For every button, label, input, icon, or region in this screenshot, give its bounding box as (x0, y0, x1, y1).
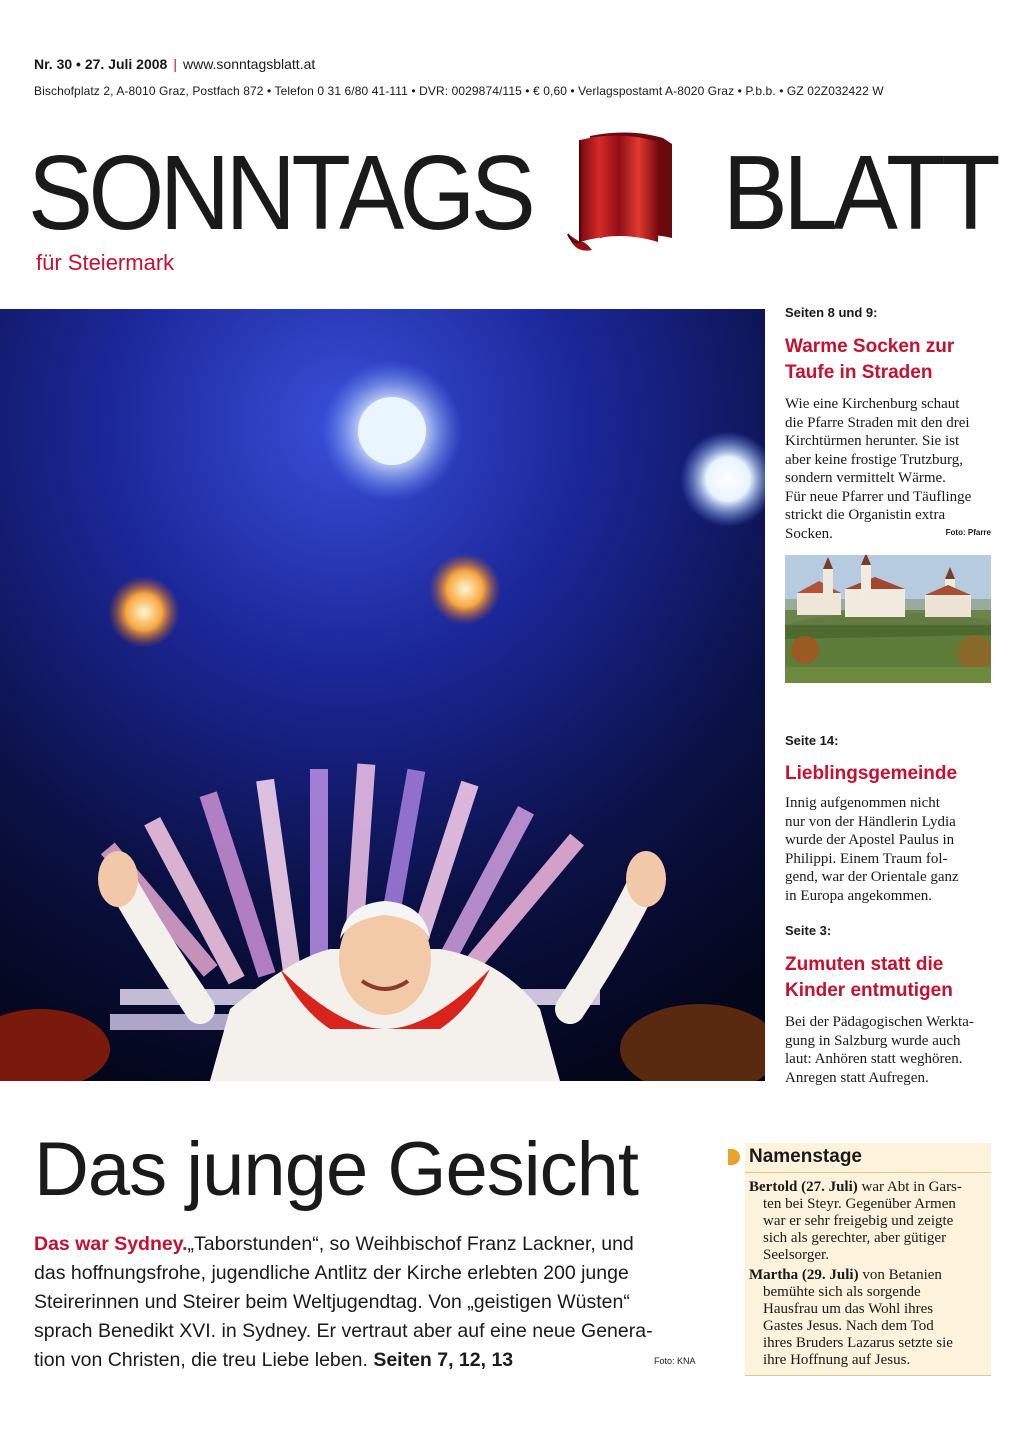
namenstage-text: war Abt in Gars- (857, 1179, 962, 1195)
namenstage-name: Martha (29. Juli) (749, 1267, 859, 1283)
teaser-2-text-line: gend, war der Orientale ganz (785, 869, 959, 885)
namenstage-text-line: war er sehr freigebig und zeigte (763, 1213, 954, 1229)
issue-line (34, 56, 315, 72)
teaser-2-text-line: Innig aufgenommen nicht (785, 795, 940, 811)
teaser-3-text-line: Bei der Pädagogischen Werkta- (785, 1014, 974, 1030)
cover-photo-pope (0, 309, 765, 1081)
teaser-2-text-line: nur von der Händlerin Lydia (785, 813, 956, 830)
namenstage-text-line: Hausfrau um das Wohl ihres (763, 1301, 934, 1317)
namenstage-text-line: Gastes Jesus. Nach dem Tod (763, 1318, 934, 1334)
namenstage-bullet-icon (728, 1149, 740, 1165)
teaser-3-text-line: Anregen statt Aufregen. (785, 1069, 929, 1086)
teaser-1-text-line: strickt die Organistin extra (785, 507, 946, 523)
namenstage-entry (749, 1179, 985, 1264)
teaser-1-photo-credit: Foto: Pfarre (945, 528, 991, 537)
teaser-1-text-line: Socken. (785, 525, 833, 542)
namenstage-entry (749, 1267, 985, 1369)
namenstage-title: Namenstage (749, 1146, 862, 1167)
lead-paragraph (34, 1230, 694, 1375)
teaser-1-title[interactable] (785, 334, 954, 386)
teaser-1-text-line: die Pfarre Straden mit den drei (785, 414, 970, 431)
teaser-2-title[interactable] (785, 761, 957, 787)
lead-line: das hoffnungsfrohe, jugendliche Antlitz der Kirche erlebten 200 junge (34, 1262, 629, 1284)
teaser-3-page-ref: Seite 3: (785, 923, 832, 938)
teaser-3-text (785, 1013, 993, 1087)
straden-church-photo (785, 555, 991, 683)
lead-line: tion von Christen, die treu Liebe leben. (34, 1349, 368, 1371)
header-separator: | (173, 56, 177, 72)
teaser-1-page-ref: Seiten 8 und 9: (785, 305, 878, 320)
lead-page-refs[interactable]: Seiten 7, 12, 13 (373, 1349, 514, 1371)
teaser-1-text-line: aber keine frostige Trutzburg, (785, 451, 964, 468)
teaser-3-title-line: Kinder entmutigen (785, 980, 953, 1001)
main-headline: Das junge Gesicht (34, 1127, 638, 1212)
issue-number-date: Nr. 30 • 27. Juli 2008 (34, 56, 168, 72)
red-book-banner-icon (548, 130, 698, 260)
teaser-3-text-line: laut: Anhören statt weghören. (785, 1051, 963, 1067)
lead-line: „Taborstunden“, so Weihbischof Franz Lackner, und (187, 1233, 634, 1255)
namenstage-name: Bertold (27. Juli) (749, 1179, 858, 1195)
teaser-2-title-line: Lieblingsgemeinde (785, 763, 958, 784)
teaser-1-title-line: Taufe in Straden (785, 362, 933, 383)
main-photo-credit: Foto: KNA (654, 1356, 696, 1366)
masthead-subtitle: für Steiermark (36, 250, 175, 275)
namenstage-text-line: bemühte sich als sorgende (763, 1284, 921, 1300)
teaser-2-text-line: wurde der Apostel Paulus in (785, 832, 955, 848)
masthead-left-word: SONNTAGS (28, 134, 532, 252)
namenstage-text-line: ihre Hoffnung auf Jesus. (763, 1352, 911, 1368)
namenstage-text: von Betanien (858, 1267, 942, 1283)
teaser-1-text-line: Für neue Pfarrer und Täuflinge (785, 488, 972, 505)
teaser-1-text-line: sondern vermittelt Wärme. (785, 470, 946, 486)
teaser-1-title-line: Warme Socken zur (785, 336, 955, 357)
teaser-2-text-line: in Europa angekommen. (785, 887, 933, 904)
teaser-2-text-line: Philippi. Einem Traum fol- (785, 850, 948, 867)
teaser-2-text (785, 794, 993, 905)
lead-line: sprach Benedikt XVI. in Sydney. Er vertraut aber auf eine neue Genera- (34, 1320, 653, 1342)
namenstage-divider (745, 1172, 991, 1173)
teaser-2-page-ref: Seite 14: (785, 733, 839, 748)
teaser-1-text-line: Wie eine Kirchenburg schaut (785, 396, 960, 412)
teaser-1-text-line: Kirchtürmen herunter. Sie ist (785, 433, 960, 449)
namenstage-text-line: sich als gerechter, aber gütiger (763, 1230, 947, 1246)
teaser-3-text-line: gung in Salzburg wurde auch (785, 1032, 961, 1049)
namenstage-box (745, 1143, 991, 1376)
namenstage-text-line: ten bei Steyr. Gegenüber Armen (763, 1196, 956, 1212)
namenstage-text-line: Seelsorger. (763, 1247, 829, 1263)
lead-line: Steirerinnen und Steirer beim Weltjugendtag. Von „geistigen Wüsten“ (34, 1291, 630, 1313)
publisher-address: Bischofplatz 2, A-8010 Graz, Postfach 872 • Telefon 0 31 6/80 41-111 • DVR: 0029874/115 • € 0,60 • Verlagspostamt A-8020 Graz • P.b.b. • GZ 02Z032422 W (34, 84, 884, 98)
lead-kicker: Das war Sydney. (34, 1233, 188, 1255)
teaser-1-text (785, 395, 993, 543)
masthead-right-word: BLATT (722, 134, 996, 252)
teaser-3-title-line: Zumuten statt die (785, 954, 944, 975)
website-link[interactable]: www.sonntagsblatt.at (182, 56, 316, 72)
masthead (28, 134, 998, 275)
namenstage-text-line: ihres Bruders Lazarus setzte sie (763, 1335, 953, 1351)
teaser-3-title[interactable] (785, 952, 953, 1004)
